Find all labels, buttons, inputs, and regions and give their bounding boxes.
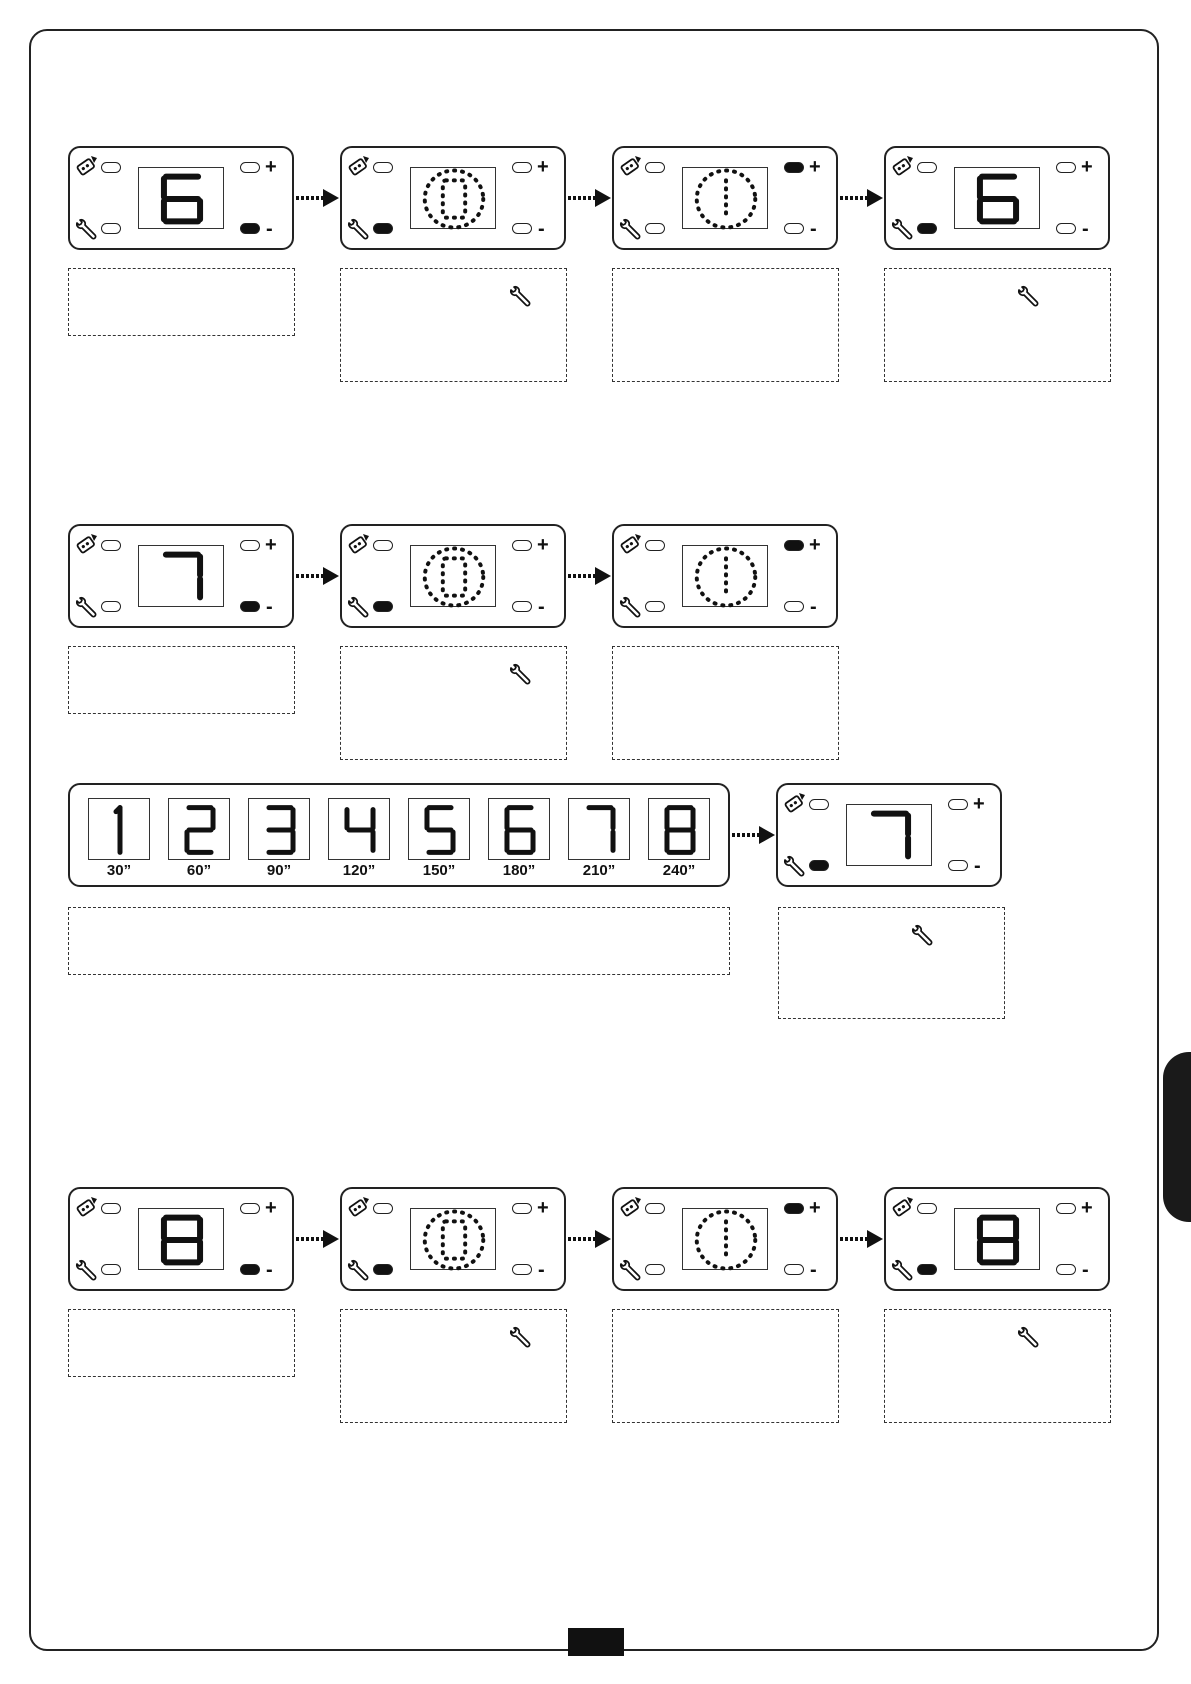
blinking-digit-0 <box>411 1209 497 1271</box>
led-indicator-bl <box>101 1264 121 1275</box>
wrench-icon <box>73 1259 99 1285</box>
led-indicator-tl <box>101 1203 121 1214</box>
wrench-icon <box>507 285 533 311</box>
led-indicator-bl <box>373 223 393 234</box>
display-window <box>954 167 1040 229</box>
led-indicator-br <box>512 601 532 612</box>
led-indicator-br <box>240 601 260 612</box>
remote-control-icon <box>345 530 373 558</box>
minus-sign: - <box>810 1259 817 1281</box>
arrow-right-icon <box>295 1227 341 1251</box>
time-label: 150” <box>422 862 456 879</box>
led-indicator-tr <box>784 162 804 173</box>
option-display-4 <box>328 798 390 860</box>
section-7-panel-3 <box>612 524 838 628</box>
plus-sign: + <box>537 1197 549 1219</box>
remote-control-icon <box>617 152 645 180</box>
section-7-panel-1 <box>68 524 294 628</box>
section-8-note-4 <box>884 1309 1111 1423</box>
section-8-panel-4 <box>884 1187 1110 1291</box>
plus-sign: + <box>265 1197 277 1219</box>
led-indicator-bl <box>645 223 665 234</box>
led-indicator-tr <box>240 162 260 173</box>
remote-control-icon <box>617 530 645 558</box>
plus-sign: + <box>1081 156 1093 178</box>
option-display-2 <box>168 798 230 860</box>
display-window <box>138 545 224 607</box>
led-indicator-tl <box>373 162 393 173</box>
led-indicator-bl <box>373 601 393 612</box>
wrench-icon <box>1015 285 1041 311</box>
led-indicator-br <box>240 223 260 234</box>
option-display-1 <box>88 798 150 860</box>
remote-control-icon <box>73 152 101 180</box>
option-display-8 <box>648 798 710 860</box>
section-6-note-4 <box>884 268 1111 382</box>
led-indicator-tl <box>917 1203 937 1214</box>
display-window <box>138 1208 224 1270</box>
led-indicator-bl <box>809 860 829 871</box>
plus-sign: + <box>537 156 549 178</box>
minus-sign: - <box>1082 1259 1089 1281</box>
led-indicator-tl <box>101 162 121 173</box>
wrench-icon <box>617 218 643 244</box>
wrench-icon <box>781 855 807 881</box>
section-8-note-2 <box>340 1309 567 1423</box>
led-indicator-tl <box>917 162 937 173</box>
led-indicator-br <box>948 860 968 871</box>
result-panel <box>776 783 1002 887</box>
display-window <box>410 545 496 607</box>
led-indicator-br <box>1056 1264 1076 1275</box>
remote-control-icon <box>345 1193 373 1221</box>
led-indicator-br <box>784 1264 804 1275</box>
section-6-note-3 <box>612 268 839 382</box>
display-window <box>138 167 224 229</box>
wrench-icon <box>889 218 915 244</box>
led-indicator-tl <box>645 540 665 551</box>
led-indicator-tl <box>373 540 393 551</box>
section-8-panel-2 <box>340 1187 566 1291</box>
section-8-panel-1 <box>68 1187 294 1291</box>
display-window <box>682 167 768 229</box>
minus-sign: - <box>974 855 981 877</box>
remote-control-icon <box>889 1193 917 1221</box>
wrench-icon <box>617 596 643 622</box>
plus-sign: + <box>809 1197 821 1219</box>
led-indicator-tl <box>809 799 829 810</box>
result-note <box>778 907 1005 1019</box>
plus-sign: + <box>1081 1197 1093 1219</box>
blinking-digit-1 <box>683 546 769 608</box>
arrow-right-icon <box>731 823 777 847</box>
minus-sign: - <box>266 1259 273 1281</box>
arrow-right-icon <box>839 1227 885 1251</box>
time-label: 210” <box>582 862 616 879</box>
wrench-icon <box>345 1259 371 1285</box>
display-window <box>846 804 932 866</box>
option-display-3 <box>248 798 310 860</box>
minus-sign: - <box>538 218 545 240</box>
time-options-note <box>68 907 730 975</box>
section-7-note-2 <box>340 646 567 760</box>
blinking-digit-0 <box>411 546 497 608</box>
display-digit-7 <box>569 799 631 861</box>
display-window <box>954 1208 1040 1270</box>
led-indicator-br <box>784 601 804 612</box>
led-indicator-tl <box>373 1203 393 1214</box>
wrench-icon <box>1015 1326 1041 1352</box>
wrench-icon <box>507 1326 533 1352</box>
display-digit-4 <box>329 799 391 861</box>
wrench-icon <box>73 596 99 622</box>
led-indicator-br <box>512 223 532 234</box>
section-8-panel-3 <box>612 1187 838 1291</box>
wrench-icon <box>73 218 99 244</box>
led-indicator-tr <box>948 799 968 810</box>
led-indicator-tr <box>1056 1203 1076 1214</box>
section-7-note-1 <box>68 646 295 714</box>
display-digit-8 <box>139 1209 225 1271</box>
page-number-block <box>568 1628 624 1656</box>
minus-sign: - <box>538 596 545 618</box>
arrow-right-icon <box>567 186 613 210</box>
plus-sign: + <box>809 156 821 178</box>
option-display-6 <box>488 798 550 860</box>
time-label: 30” <box>106 862 132 879</box>
remote-control-icon <box>889 152 917 180</box>
led-indicator-tl <box>101 540 121 551</box>
remote-control-icon <box>617 1193 645 1221</box>
time-label: 240” <box>662 862 696 879</box>
minus-sign: - <box>810 218 817 240</box>
plus-sign: + <box>809 534 821 556</box>
led-indicator-br <box>512 1264 532 1275</box>
display-digit-6 <box>955 168 1041 230</box>
section-6-note-2 <box>340 268 567 382</box>
minus-sign: - <box>810 596 817 618</box>
minus-sign: - <box>1082 218 1089 240</box>
led-indicator-tr <box>1056 162 1076 173</box>
section-6-note-1 <box>68 268 295 336</box>
led-indicator-bl <box>645 1264 665 1275</box>
option-display-7 <box>568 798 630 860</box>
display-digit-8 <box>649 799 711 861</box>
arrow-right-icon <box>839 186 885 210</box>
section-6-panel-1 <box>68 146 294 250</box>
section-6-panel-3 <box>612 146 838 250</box>
display-digit-3 <box>249 799 311 861</box>
led-indicator-tl <box>645 1203 665 1214</box>
wrench-icon <box>617 1259 643 1285</box>
plus-sign: + <box>265 156 277 178</box>
arrow-right-icon <box>567 564 613 588</box>
minus-sign: - <box>266 596 273 618</box>
display-window <box>410 167 496 229</box>
arrow-right-icon <box>567 1227 613 1251</box>
section-7-note-3 <box>612 646 839 760</box>
section-6-panel-4 <box>884 146 1110 250</box>
display-digit-2 <box>169 799 231 861</box>
time-options-strip <box>68 783 730 887</box>
section-7-panel-2 <box>340 524 566 628</box>
led-indicator-bl <box>373 1264 393 1275</box>
display-digit-1 <box>89 799 151 861</box>
plus-sign: + <box>265 534 277 556</box>
display-window <box>410 1208 496 1270</box>
led-indicator-tr <box>512 540 532 551</box>
remote-control-icon <box>73 1193 101 1221</box>
section-8-note-1 <box>68 1309 295 1377</box>
wrench-icon <box>909 924 935 950</box>
display-digit-6 <box>489 799 551 861</box>
plus-sign: + <box>537 534 549 556</box>
section-tab-marker <box>1163 1052 1191 1222</box>
display-digit-7 <box>139 546 225 608</box>
minus-sign: - <box>538 1259 545 1281</box>
led-indicator-br <box>784 223 804 234</box>
section-8-note-3 <box>612 1309 839 1423</box>
led-indicator-bl <box>101 223 121 234</box>
remote-control-icon <box>345 152 373 180</box>
section-6-panel-2 <box>340 146 566 250</box>
led-indicator-tr <box>240 1203 260 1214</box>
led-indicator-bl <box>645 601 665 612</box>
remote-control-icon <box>781 789 809 817</box>
led-indicator-tr <box>240 540 260 551</box>
time-label: 120” <box>342 862 376 879</box>
time-label: 60” <box>186 862 212 879</box>
wrench-icon <box>345 596 371 622</box>
led-indicator-br <box>240 1264 260 1275</box>
display-window <box>682 1208 768 1270</box>
blinking-digit-0 <box>411 168 497 230</box>
blinking-digit-1 <box>683 168 769 230</box>
led-indicator-bl <box>917 223 937 234</box>
plus-sign: + <box>973 793 985 815</box>
display-digit-6 <box>139 168 225 230</box>
display-digit-8 <box>955 1209 1041 1271</box>
led-indicator-bl <box>101 601 121 612</box>
time-label: 90” <box>266 862 292 879</box>
led-indicator-bl <box>917 1264 937 1275</box>
display-digit-7 <box>847 805 933 867</box>
remote-control-icon <box>73 530 101 558</box>
led-indicator-tr <box>512 1203 532 1214</box>
wrench-icon <box>507 663 533 689</box>
led-indicator-tl <box>645 162 665 173</box>
display-digit-5 <box>409 799 471 861</box>
wrench-icon <box>889 1259 915 1285</box>
led-indicator-br <box>1056 223 1076 234</box>
arrow-right-icon <box>295 564 341 588</box>
led-indicator-tr <box>784 1203 804 1214</box>
wrench-icon <box>345 218 371 244</box>
display-window <box>682 545 768 607</box>
minus-sign: - <box>266 218 273 240</box>
time-label: 180” <box>502 862 536 879</box>
arrow-right-icon <box>295 186 341 210</box>
led-indicator-tr <box>784 540 804 551</box>
led-indicator-tr <box>512 162 532 173</box>
option-display-5 <box>408 798 470 860</box>
blinking-digit-1 <box>683 1209 769 1271</box>
